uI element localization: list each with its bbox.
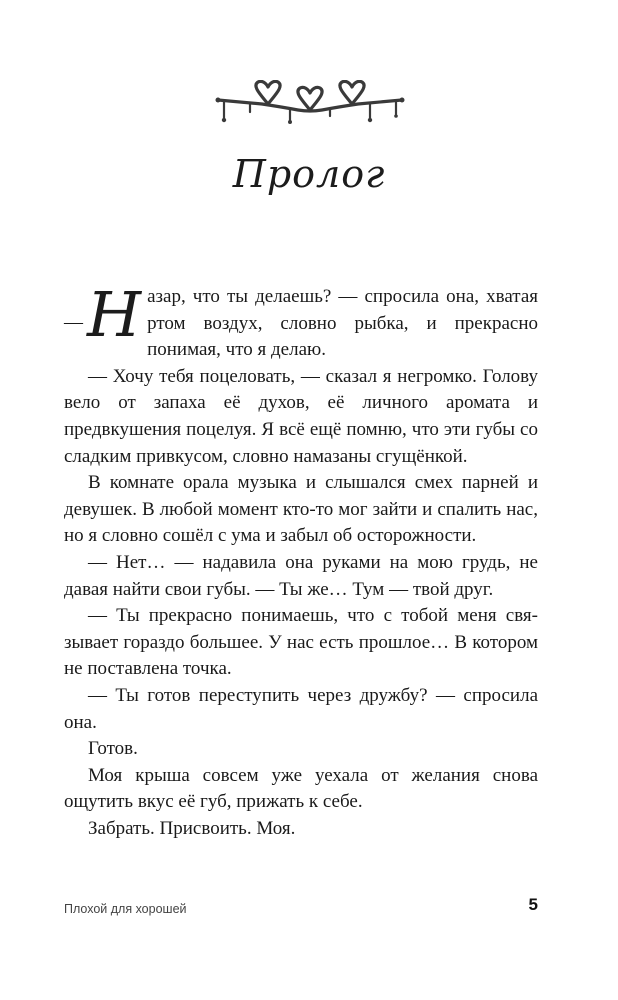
paragraph-8: Моя крыша совсем уже уехала от желания снова ощутить вкус её губ, прижать к себе. (64, 764, 538, 813)
paragraph-9: Забрать. Присвоить. Моя. (88, 817, 296, 839)
lead-dash: — (64, 312, 83, 333)
chapter-title: Пролог (232, 152, 386, 196)
paragraph-2: — Хочу тебя поцеловать, — сказал я негромко. Голову вело от запаха её духов, её личного аромата и предвкушения поцелуя. Я всё ещё помню, что эти губы со сладким привкусом, словно намазаны сгущёнкой. (64, 365, 538, 467)
paragraph-7: Готов. (88, 738, 138, 760)
paragraph-6: — Ты готов переступить через дружбу? — спросила она. (64, 684, 538, 733)
drop-cap: Н (87, 278, 142, 351)
paragraph-4: — Нет… — надавила она руками на мою грудь, не давая найти свои губы. — Ты же… Тум — твой друг. (64, 551, 538, 600)
paragraph-5: — Ты прекрасно понимаешь, что с тобой меня связывает гораздо большее. У нас есть прошлое… В котором не поставлена точка. (64, 605, 538, 680)
hearts-vine-ornament-icon (210, 80, 410, 132)
page-number: 5 (528, 895, 538, 914)
paragraph-text: азар, что ты делаешь? — спросила она, хватая ртом воздух, словно рыбка, и прекрасно понимая, что я делаю. (147, 286, 538, 361)
paragraph-1 (64, 278, 538, 364)
running-footer-book-title: Плохой для хорошей (64, 902, 187, 916)
paragraph-3: В комнате орала музыка и слышался смех парней и девушек. В любой момент кто-то мог зайти и спалить нас, но я словно сошёл с ума и забыл об осторожности. (64, 472, 538, 547)
chapter-body (64, 278, 538, 842)
